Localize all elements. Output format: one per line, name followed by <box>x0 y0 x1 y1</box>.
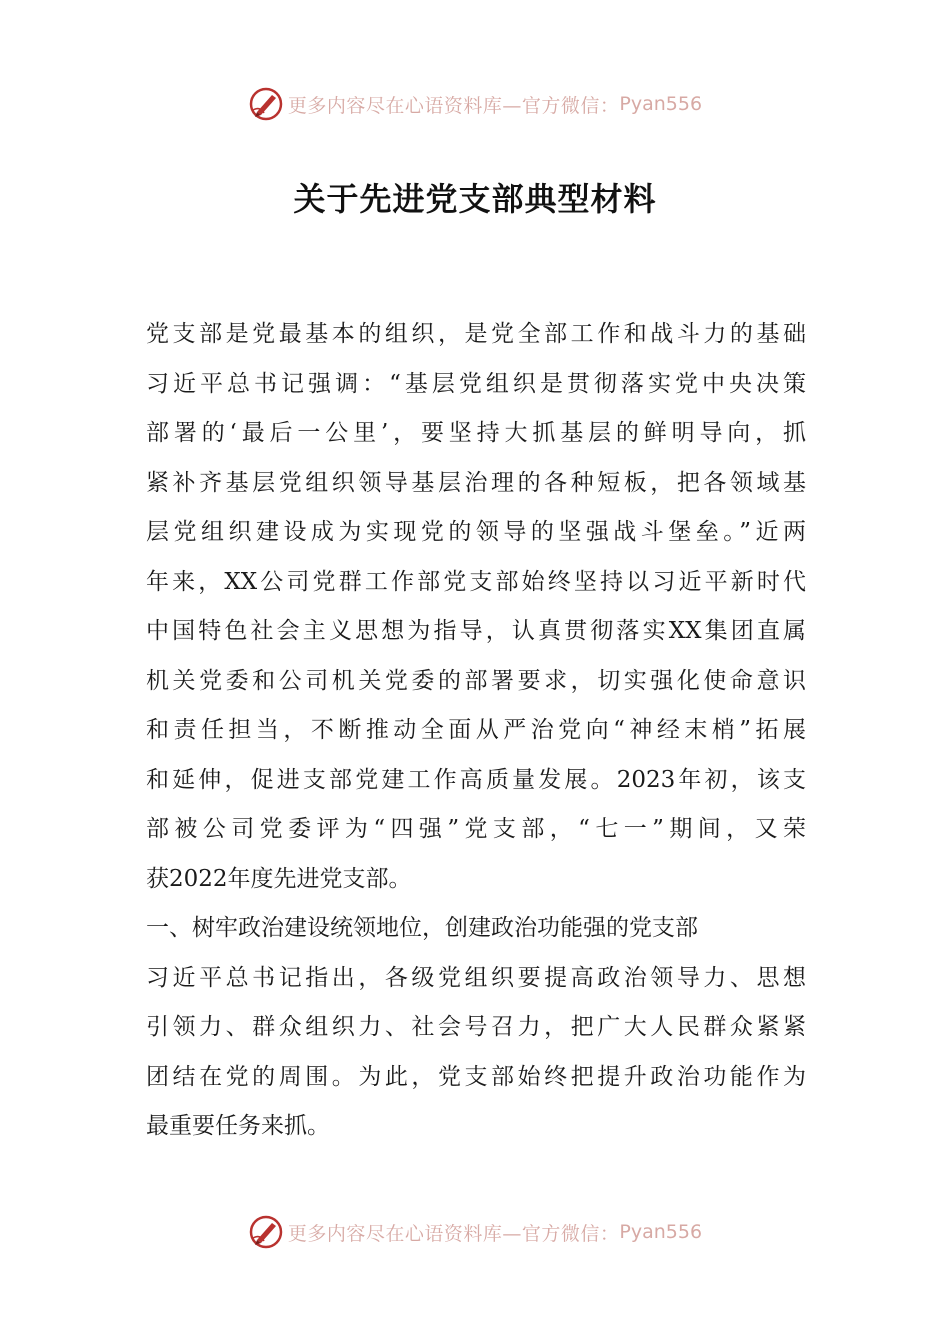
body-line: 层党组织建设成为实现党的领导的坚强战斗堡垒。”近两 <box>146 519 806 545</box>
body-line: 部署的‘最后一公里’，要坚持大抓基层的鲜明导向，抓 <box>146 420 806 446</box>
body-line: 和责任担当，不断推动全面从严治党向“神经末梢”拓展 <box>146 717 806 743</box>
body-line: 团结在党的周围。为此，党支部始终把提升政治功能作为 <box>146 1063 806 1090</box>
banner-text: 更多内容尽在心语资料库—官方微信： <box>287 1222 620 1245</box>
banner-text: 更多内容尽在心语资料库—官方微信： <box>287 94 620 117</box>
body-line: 最重要任务来抓。 <box>146 1113 330 1139</box>
body-line: 中国特色社会主义思想为指导，认真贯彻落实XX集团直属 <box>146 618 806 644</box>
wechat-id: Pyan556 <box>619 1221 703 1243</box>
body-line: 习近平总书记指出，各级党组织要提高政治领导力、思想 <box>146 964 806 991</box>
footer-banner <box>0 1212 950 1252</box>
body-line: 紧补齐基层党组织领导基层治理的各种短板，把各领域基 <box>146 469 806 496</box>
pen-logo-icon <box>248 1214 284 1250</box>
wechat-id: Pyan556 <box>619 93 703 115</box>
body-line: 机关党委和公司机关党委的部署要求，切实强化使命意识 <box>146 667 806 694</box>
body-line: 引领力、群众组织力、社会号召力，把广大人民群众紧紧 <box>146 1014 806 1040</box>
pen-logo-icon <box>248 86 284 122</box>
document-title: 关于先进党支部典型材料 <box>293 180 657 218</box>
body-line: 习近平总书记强调：“基层党组织是贯彻落实党中央决策 <box>146 370 806 397</box>
document-body <box>146 310 806 1152</box>
body-line: 年来，XX公司党群工作部党支部始终坚持以习近平新时代 <box>146 568 806 595</box>
header-banner <box>0 84 950 124</box>
section-heading: 一、树牢政治建设统领地位，创建政治功能强的党支部 <box>146 915 698 941</box>
body-line: 部被公司党委评为“四强”党支部，“七一”期间，又荣 <box>146 816 806 842</box>
body-line: 和延伸，促进支部党建工作高质量发展。2023年初，该支 <box>146 766 806 793</box>
body-line: 党支部是党最基本的组织，是党全部工作和战斗力的基础 <box>146 321 806 347</box>
body-line: 获2022年度先进党支部。 <box>146 865 412 892</box>
